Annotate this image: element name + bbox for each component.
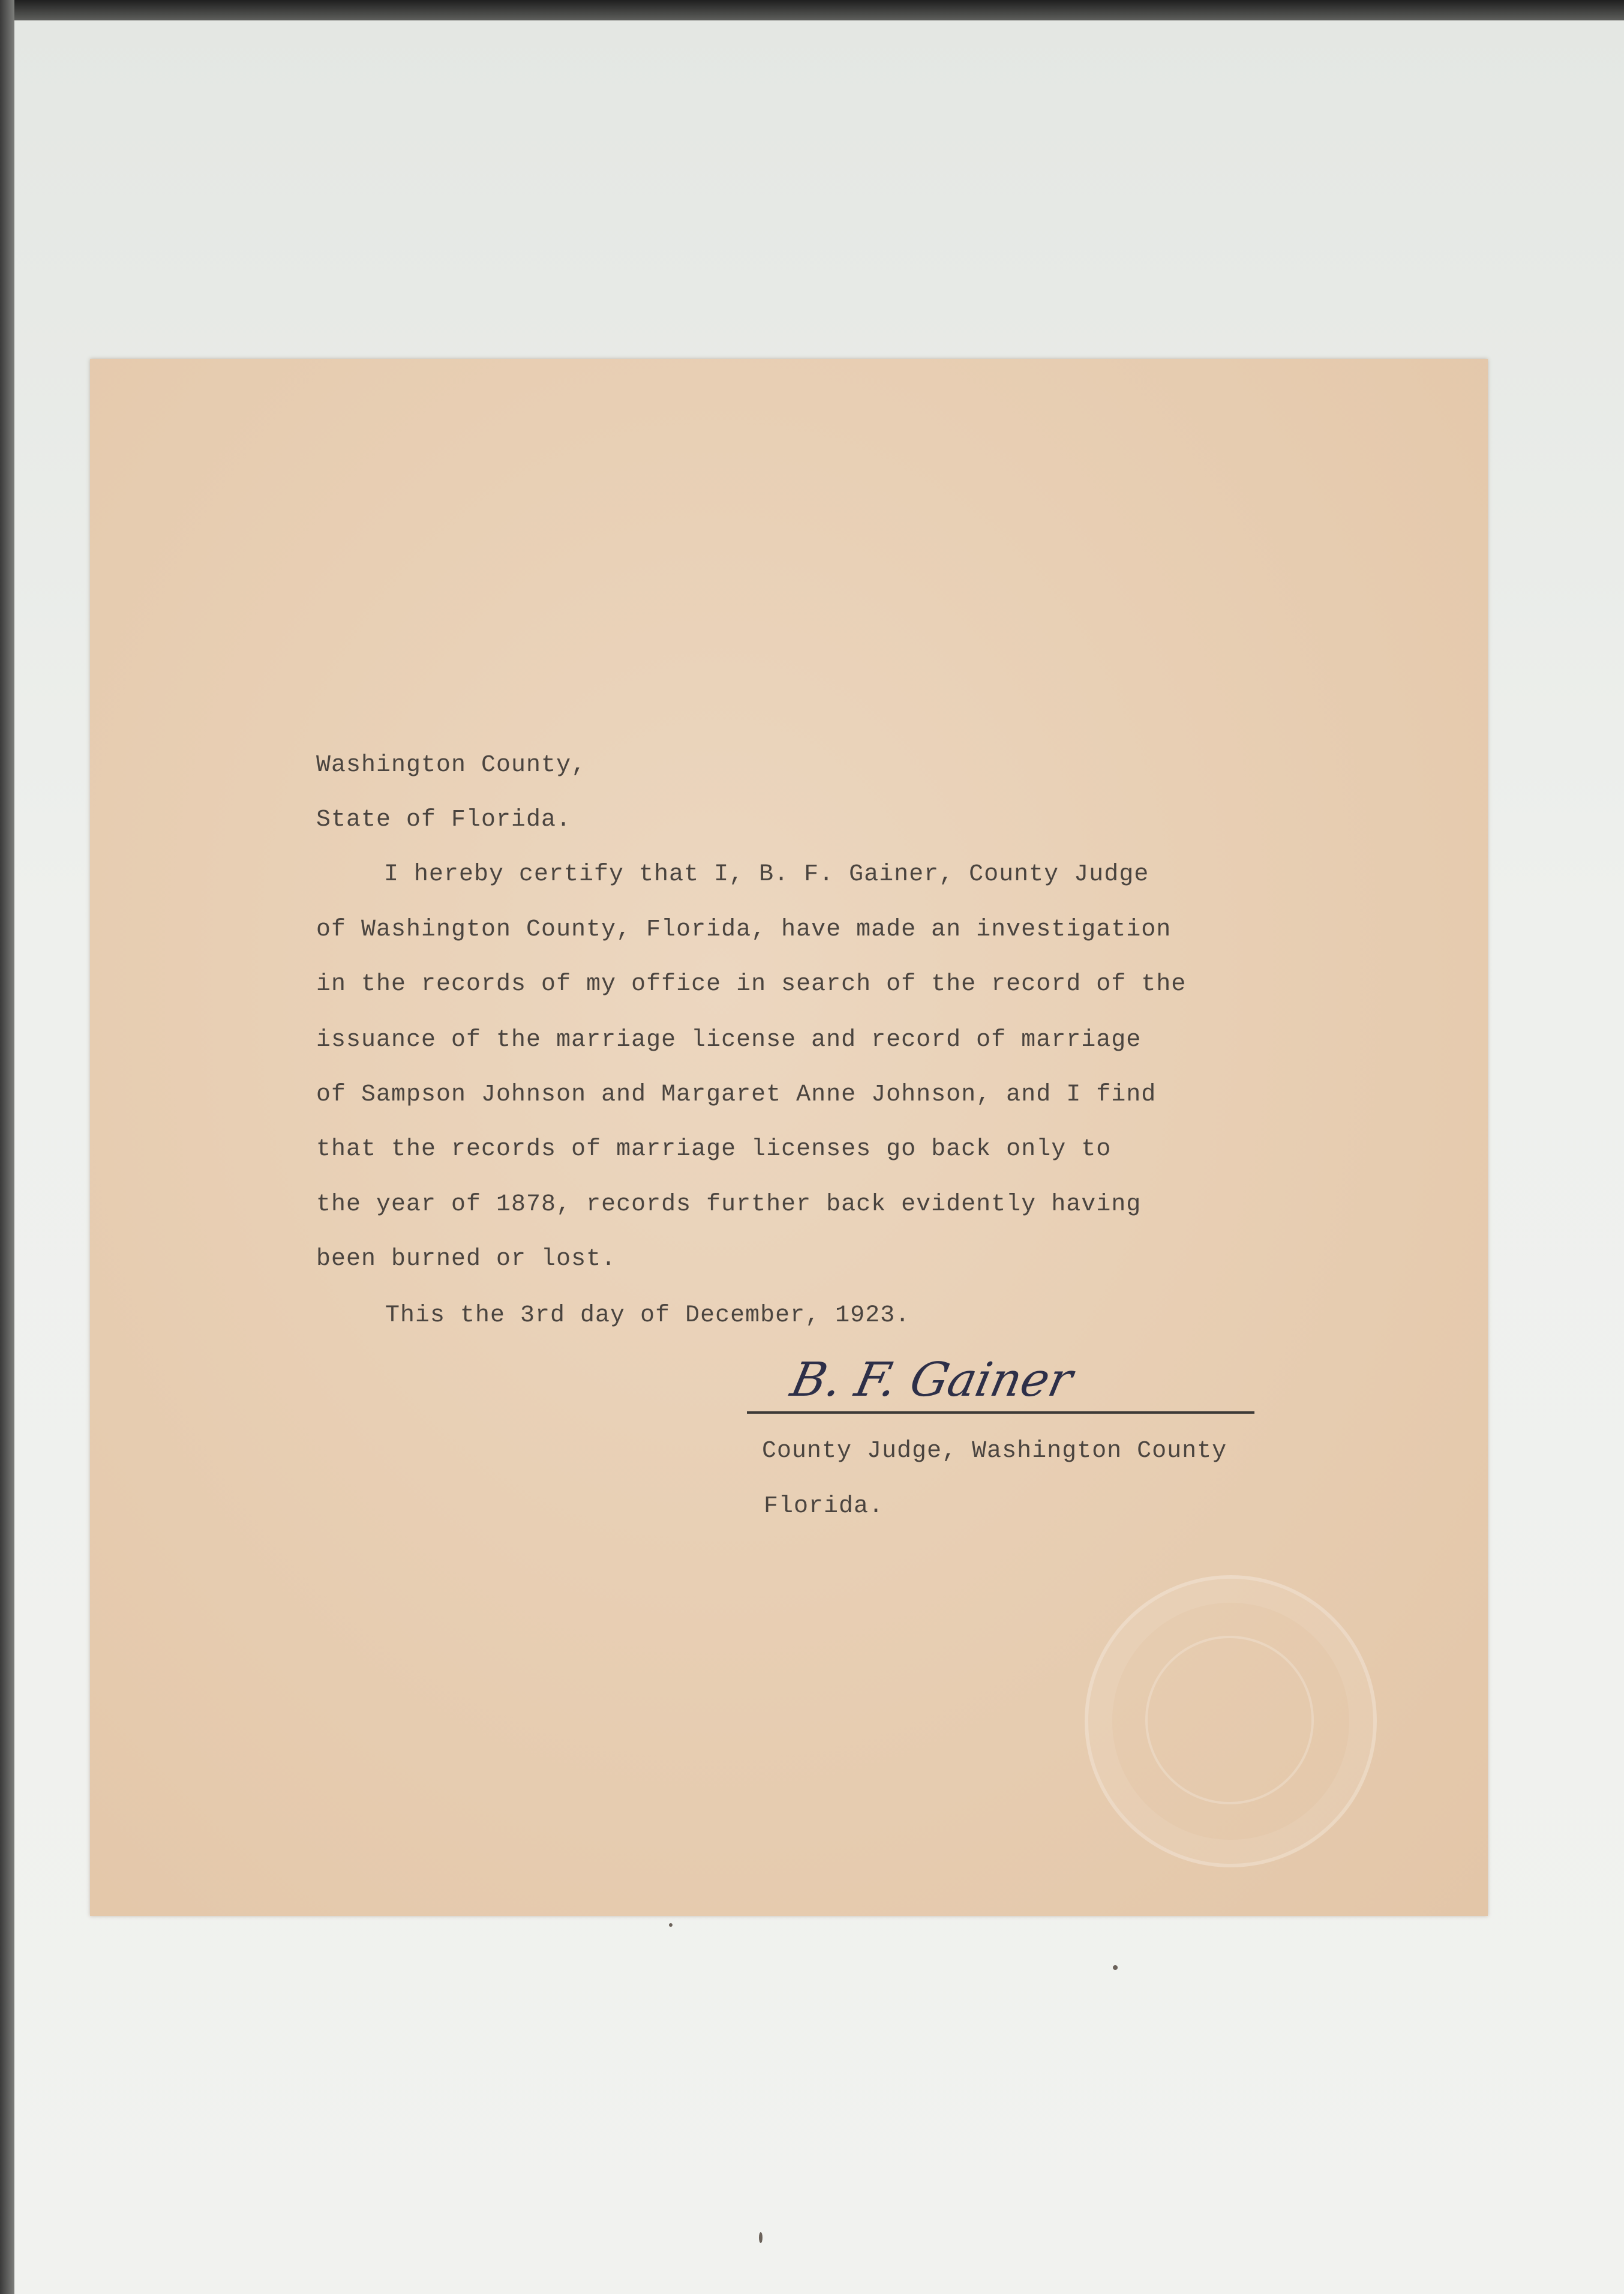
- paper-speck: [759, 2232, 763, 2243]
- body-line: in the records of my office in search of the record of the: [316, 971, 1187, 998]
- signer-title-state: Florida.: [764, 1493, 884, 1520]
- heading-county: Washington County,: [316, 752, 587, 779]
- signature-line: [747, 1411, 1254, 1414]
- embossed-seal-center: [1145, 1636, 1314, 1804]
- scanner-left-edge: [0, 0, 14, 2294]
- scanner-top-edge: [0, 0, 1624, 20]
- signer-title: County Judge, Washington County: [762, 1438, 1227, 1465]
- date-line: This the 3rd day of December, 1923.: [385, 1302, 911, 1329]
- body-line: that the records of marriage licenses go back only to: [316, 1136, 1112, 1163]
- handwritten-signature: B. F. Gainer: [786, 1353, 1077, 1407]
- paper-speck: [669, 1923, 673, 1927]
- paper-speck: [1113, 1965, 1118, 1970]
- body-line: of Sampson Johnson and Margaret Anne Johnson, and I find: [316, 1081, 1157, 1108]
- body-line: of Washington County, Florida, have made an investigation: [316, 916, 1172, 943]
- body-line: been burned or lost.: [316, 1246, 617, 1273]
- body-line: I hereby certify that I, B. F. Gainer, County Judge: [384, 861, 1149, 888]
- heading-state: State of Florida.: [316, 806, 572, 833]
- embossed-seal: [1085, 1575, 1377, 1867]
- body-line: issuance of the marriage license and record of marriage: [316, 1027, 1142, 1054]
- body-line: the year of 1878, records further back evidently having: [316, 1191, 1142, 1218]
